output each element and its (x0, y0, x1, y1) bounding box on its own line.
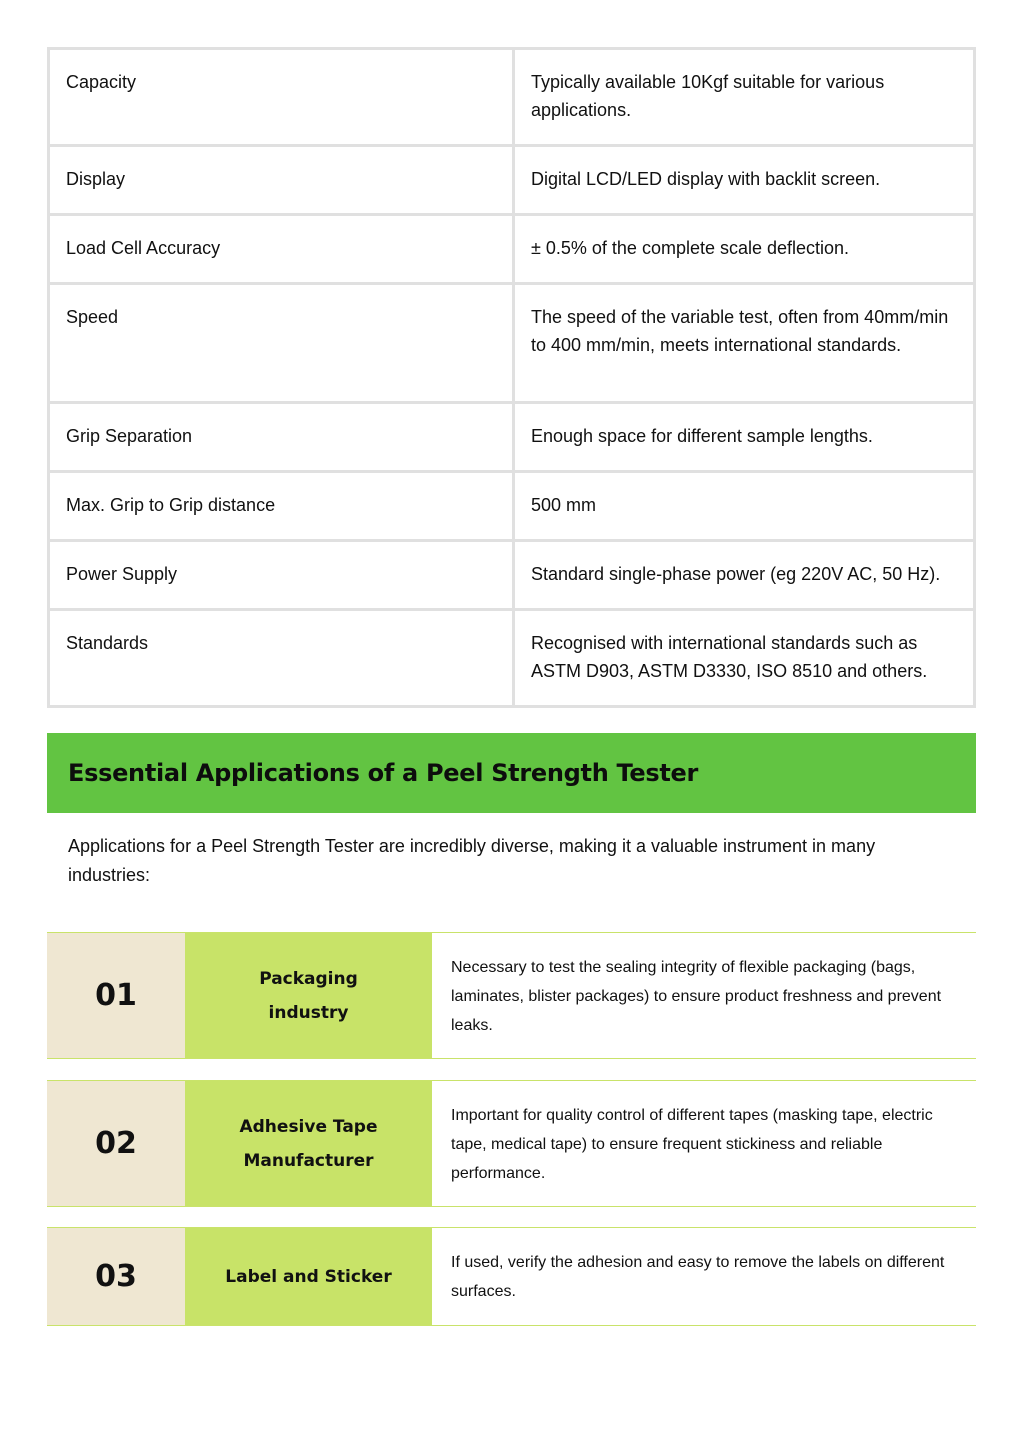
spec-value: ± 0.5% of the complete scale deflection. (514, 215, 975, 284)
spec-label: Display (49, 146, 514, 215)
spec-label: Capacity (49, 49, 514, 146)
item-description: Important for quality control of different tapes (masking tape, electric tape, medical tape) to ensure frequent stickiness and reliable performance. (432, 1081, 976, 1206)
table-row (49, 472, 975, 541)
item-description: Necessary to test the sealing integrity of flexible packaging (bags, laminates, blister packages) to ensure product freshness and prevent leaks. (432, 933, 976, 1058)
item-number: 03 (47, 1228, 185, 1325)
spec-value: 500 mm (514, 472, 975, 541)
item-description: If used, verify the adhesion and easy to remove the labels on different surfaces. (432, 1228, 976, 1325)
table-row (49, 541, 975, 610)
item-title: Adhesive Tape Manufacturer (185, 1081, 432, 1206)
table-row (49, 610, 975, 707)
spec-value: The speed of the variable test, often from 40mm/min to 400 mm/min, meets international standards. (514, 284, 975, 403)
spec-value: Typically available 10Kgf suitable for various applications. (514, 49, 975, 146)
table-row (49, 403, 975, 472)
table-row (49, 146, 975, 215)
spec-label: Speed (49, 284, 514, 403)
spec-label: Power Supply (49, 541, 514, 610)
application-item (47, 932, 976, 1059)
spec-value: Enough space for different sample lengths. (514, 403, 975, 472)
spec-label: Grip Separation (49, 403, 514, 472)
section-banner (47, 733, 976, 813)
spec-label: Load Cell Accuracy (49, 215, 514, 284)
table-row (49, 49, 975, 146)
spec-label: Max. Grip to Grip distance (49, 472, 514, 541)
spec-value: Digital LCD/LED display with backlit screen. (514, 146, 975, 215)
spec-label: Standards (49, 610, 514, 707)
application-item (47, 1227, 976, 1326)
item-title: Label and Sticker (185, 1228, 432, 1325)
table-row (49, 215, 975, 284)
spec-value: Recognised with international standards such as ASTM D903, ASTM D3330, ISO 8510 and others. (514, 610, 975, 707)
item-title: Packaging industry (185, 933, 432, 1058)
table-row (49, 284, 975, 403)
spec-value: Standard single-phase power (eg 220V AC, 50 Hz). (514, 541, 975, 610)
item-number: 02 (47, 1081, 185, 1206)
section-heading: Essential Applications of a Peel Strength Tester (68, 759, 699, 787)
specifications-table (47, 47, 976, 708)
item-number: 01 (47, 933, 185, 1058)
application-item (47, 1080, 976, 1207)
section-intro: Applications for a Peel Strength Tester are incredibly diverse, making it a valuable instrument in many industries: (68, 836, 876, 885)
